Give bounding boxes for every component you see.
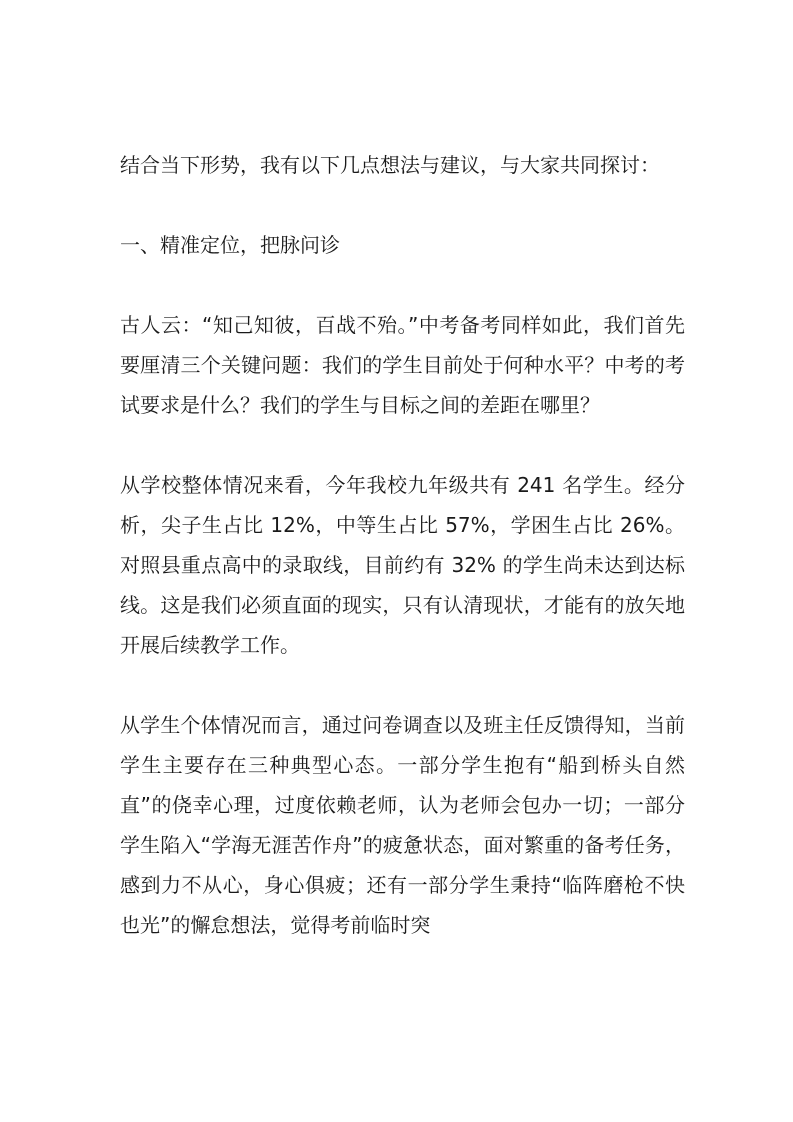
intro-paragraph: 结合当下形势，我有以下几点想法与建议，与大家共同探讨： [120, 153, 660, 177]
document-body [120, 145, 685, 985]
body-paragraph: 从学校整体情况来看，今年我校九年级共有 241 名学生。经分析，尖子生占比 12%，中等生占比 57%，学困生占比 26%。对照县重点高中的录取线，目前约有 32% 的学生尚未达到达标线。这是我们必须直面的现实，只有认清现状，才能有的放矢地开展后续教学工作。 [120, 473, 685, 657]
body-paragraph: 古人云：“知己知彼，百战不殆。”中考备考同样如此，我们首先要厘清三个关键问题：我们的学生目前处于何种水平？中考的考试要求是什么？我们的学生与目标之间的差距在哪里？ [120, 313, 685, 417]
section-heading: 一、精准定位，把脉问诊 [120, 233, 340, 257]
body-paragraph: 从学生个体情况而言，通过问卷调查以及班主任反馈得知，当前学生主要存在三种典型心态。一部分学生抱有“船到桥头自然直”的侥幸心理，过度依赖老师，认为老师会包办一切；一部分学生陷入“学海无涯苦作舟”的疲惫状态，面对繁重的备考任务，感到力不从心，身心俱疲；还有一部分学生秉持“临阵磨枪不快也光”的懈怠想法，觉得考前临时突 [120, 713, 685, 937]
